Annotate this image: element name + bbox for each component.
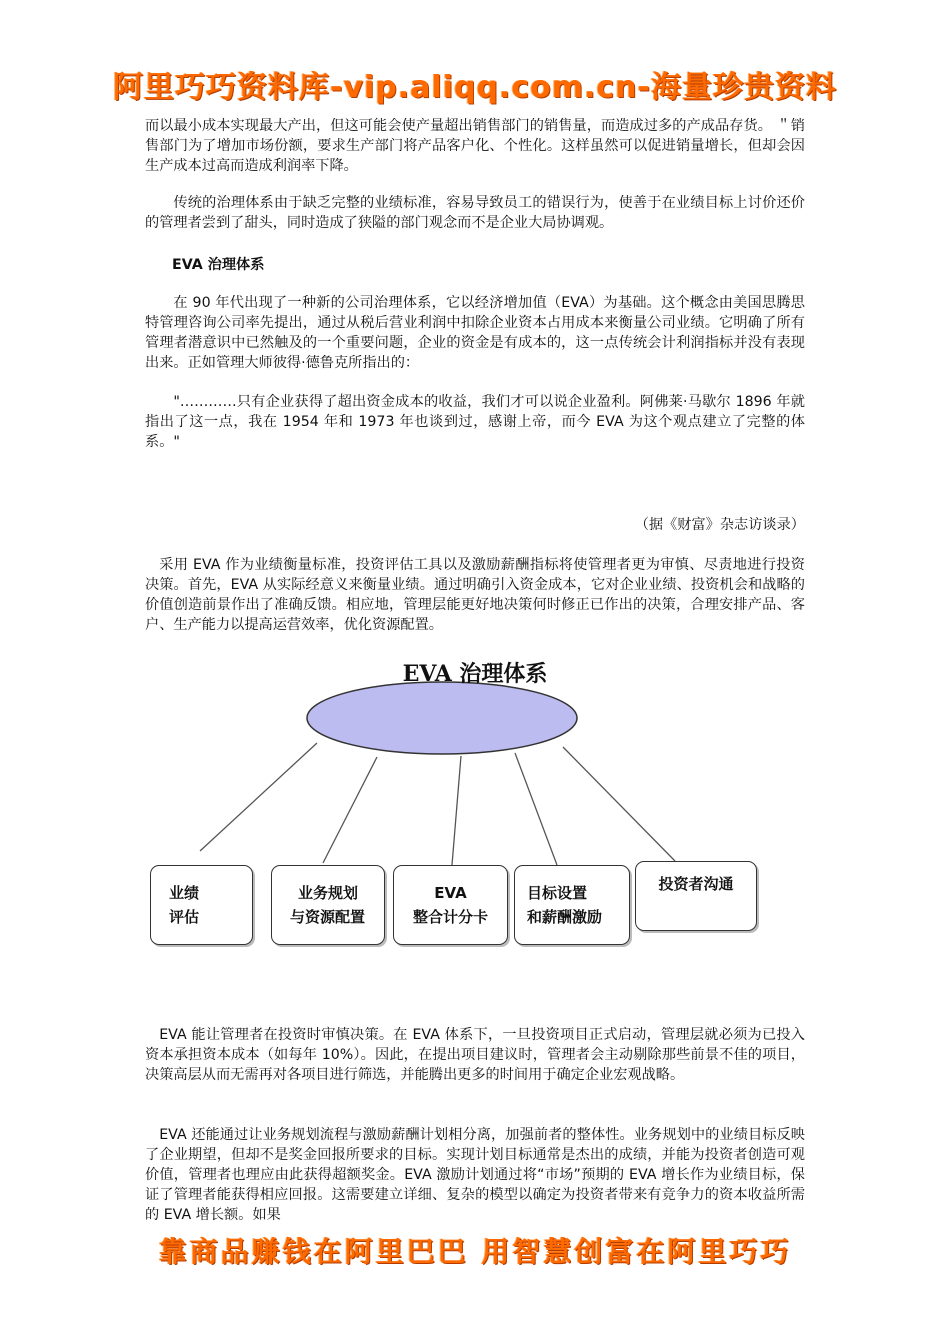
box-line: 与资源配置	[290, 908, 366, 926]
box-line: 投资者沟通	[658, 875, 734, 893]
diagram-ellipse	[307, 682, 577, 754]
source-citation: （据《财富》杂志访谈录）	[634, 517, 805, 533]
box-line: 业务规划	[298, 884, 359, 902]
header-banner: 阿里巧巧资料库-vip.aliqq.com.cn-海量珍贵资料	[113, 70, 837, 105]
box-line: 评估	[169, 908, 200, 926]
section-heading: EVA 治理体系	[172, 257, 265, 273]
diagram-title: EVA 治理体系	[402, 661, 548, 687]
paragraph-6: EVA 还能通过让业务规划流程与激励薪酬计划相分离，加强前者的整体性。业务规划中的业绩目标反映了企业期望，但却不是奖金回报所要求的目标。实现计划目标通常是杰出的成绩，并能为投资者创造可观价值，管理者也理应由此获得超额奖金。EVA 激励计划通过将“市场”预期的 EVA 增长作为业绩目标，保证了管理者能获得相应回报。这需要建立详细、复杂的模型以确定为投资者带来有竞争力的资本收益所需的 EVA 增长额。如果	[145, 1127, 805, 1223]
box-business-planning	[271, 865, 385, 945]
box-eva-scorecard	[393, 865, 508, 945]
box-target-incentive	[514, 865, 630, 945]
paragraph-2: 传统的治理体系由于缺乏完整的业绩标准，容易导致员工的错误行为，使善于在业绩目标上讨价还价的管理者尝到了甜头，同时造成了狭隘的部门观念而不是企业大局协调观。	[145, 195, 805, 231]
eva-diagram	[145, 655, 805, 955]
paragraph-3: 在 90 年代出现了一种新的公司治理体系，它以经济增加值（EVA）为基础。这个概念由美国思腾思特管理咨询公司率先提出，通过从税后营业利润中扣除企业资本占用成本来衡量公司业绩。它明确了所有管理者潜意识中已然触及的一个重要问题，企业的资金是有成本的，这一点传统会计利润指标并没有表现出来。正如管理大师彼得·德鲁克所指出的：	[145, 295, 805, 371]
quote-paragraph: "…………只有企业获得了超出资金成本的收益，我们才可以说企业盈利。阿佛莱·马歇尔 1896 年就指出了这一点，我在 1954 年和 1973 年也谈到过，感谢上帝，而今 EVA 为这个观点建立了完整的体系。"	[145, 394, 805, 450]
connector-line-5	[563, 747, 675, 861]
paragraph-1: 而以最小成本实现最大产出，但这可能会使产量超出销售部门的销售量，而造成过多的产成品存货。 ＂销售部门为了增加市场份额，要求生产部门将产品客户化、个性化。这样虽然可以促进销量增长，但却会因生产成本过高而造成利润率下降。	[145, 118, 805, 174]
box-line: 目标设置	[527, 884, 588, 902]
box-line: 整合计分卡	[412, 908, 488, 926]
connector-line-4	[515, 753, 557, 865]
connector-line-2	[323, 757, 377, 863]
box-line: EVA	[434, 884, 467, 902]
box-investor-communication	[635, 861, 757, 931]
box-performance-evaluation	[150, 865, 253, 945]
footer-banner: 靠商品赚钱在阿里巴巴 用智慧创富在阿里巧巧	[158, 1235, 792, 1268]
box-line: 和薪酬激励	[527, 908, 603, 926]
box-line: 业绩	[169, 884, 200, 902]
paragraph-5: EVA 能让管理者在投资时审慎决策。在 EVA 体系下，一旦投资项目正式启动，管理层就必须为已投入资本承担资本成本（如每年 10%）。因此，在提出项目建议时，管理者会主动剔除那些前景不佳的项目，决策高层从而无需再对各项目进行筛选，并能腾出更多的时间用于确定企业宏观战略。	[145, 1027, 805, 1083]
paragraph-4: 采用 EVA 作为业绩衡量标准，投资评估工具以及激励薪酬指标将使管理者更为审慎、尽责地进行投资决策。首先，EVA 从实际经意义来衡量业绩。通过明确引入资金成本，它对企业业绩、投资机会和战略的价值创造前景作出了准确反馈。相应地，管理层能更好地决策何时修正已作出的决策，合理安排产品、客户、生产能力以提高运营效率，优化资源配置。	[145, 557, 805, 633]
connector-line-1	[200, 743, 317, 851]
connector-line-3	[452, 756, 461, 865]
